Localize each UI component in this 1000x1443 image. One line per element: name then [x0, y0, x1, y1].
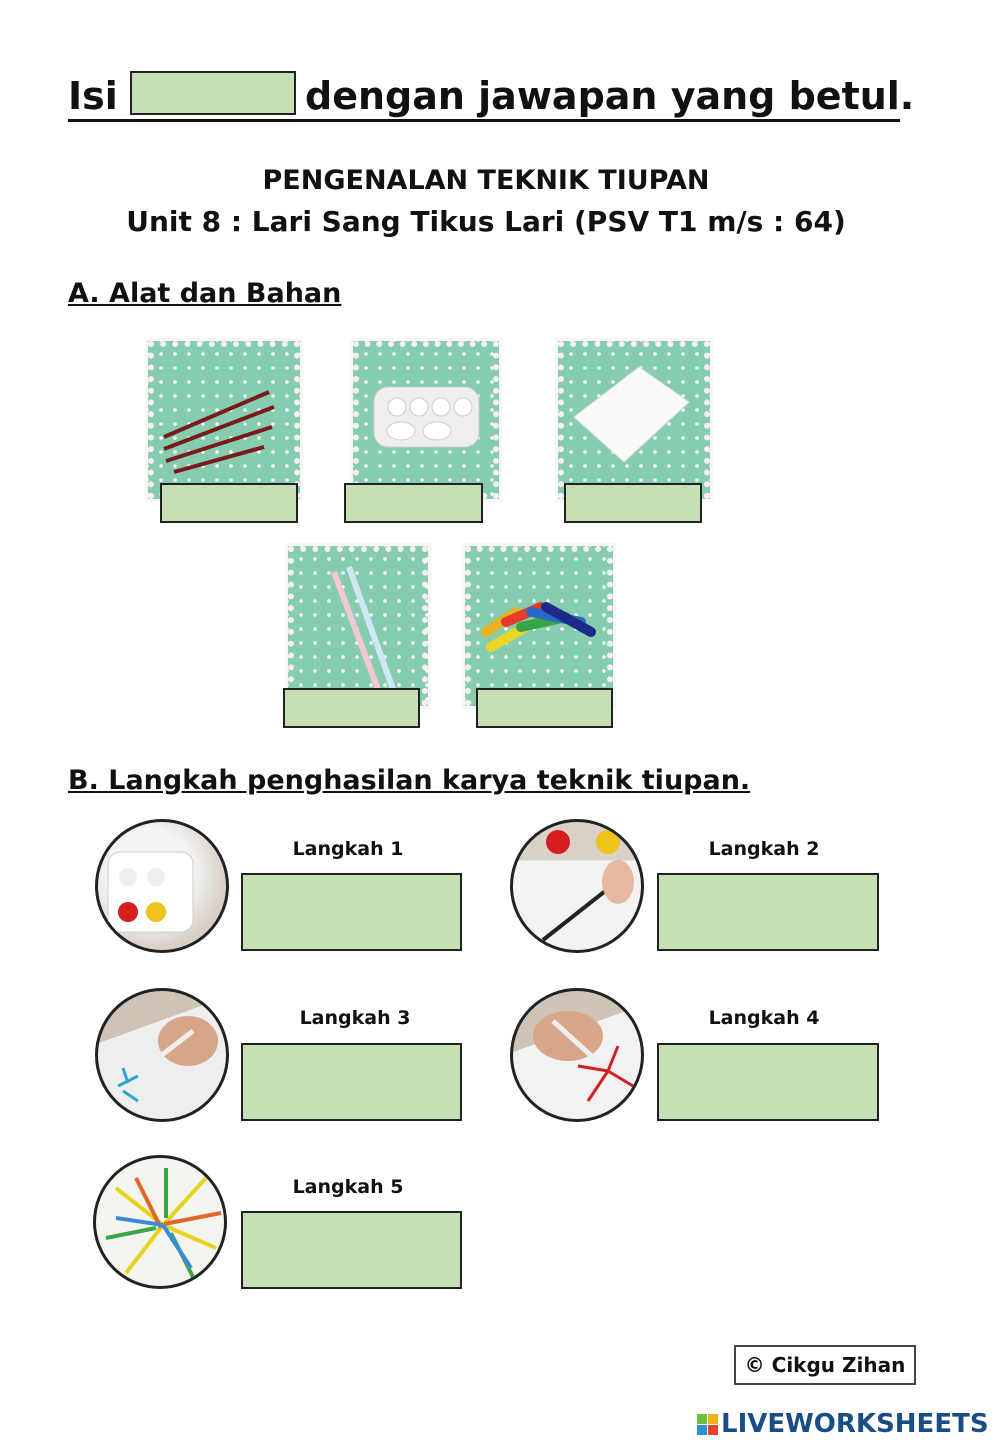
instruction-prefix: Isi	[68, 74, 118, 118]
answer-box-straws[interactable]	[283, 688, 420, 728]
step-1-image	[95, 819, 229, 953]
worksheet-heading: PENGENALAN TEKNIK TIUPAN	[262, 165, 710, 196]
step-5-image	[93, 1155, 227, 1289]
paints-image	[465, 546, 613, 706]
straws-image	[288, 546, 428, 706]
step-1-label: Langkah 1	[292, 838, 404, 860]
answer-box-step-3[interactable]	[241, 1043, 462, 1121]
answer-box-step-2[interactable]	[657, 873, 879, 951]
instruction-suffix: dengan jawapan yang betul.	[305, 74, 915, 118]
logo-text: LIVEWORKSHEETS	[721, 1409, 989, 1439]
answer-box-palette[interactable]	[344, 483, 483, 523]
section-a-title: A. Alat dan Bahan	[68, 278, 342, 309]
step-2-label: Langkah 2	[708, 838, 820, 860]
step-4-label: Langkah 4	[708, 1007, 820, 1029]
palette-image	[353, 341, 499, 499]
logo-badge-icon	[697, 1414, 718, 1435]
step-2-image	[510, 819, 644, 953]
copyright-box: © Cikgu Zihan	[734, 1345, 916, 1385]
instruction-example-box[interactable]	[130, 71, 296, 115]
step-4-image	[510, 988, 644, 1122]
answer-box-step-4[interactable]	[657, 1043, 879, 1121]
answer-box-step-5[interactable]	[241, 1211, 462, 1289]
paper-image	[558, 341, 710, 499]
section-b-title: B. Langkah penghasilan karya teknik tiupan.	[68, 765, 751, 796]
answer-box-step-1[interactable]	[241, 873, 462, 951]
step-5-label: Langkah 5	[292, 1176, 404, 1198]
brushes-image	[148, 341, 300, 499]
worksheet-subheading: Unit 8 : Lari Sang Tikus Lari (PSV T1 m/s : 64)	[126, 205, 846, 238]
answer-box-paper[interactable]	[564, 483, 702, 523]
step-3-image	[95, 988, 229, 1122]
title-underline	[68, 119, 900, 122]
answer-box-paints[interactable]	[476, 688, 613, 728]
liveworksheets-logo[interactable]	[697, 1409, 989, 1439]
step-3-label: Langkah 3	[299, 1007, 411, 1029]
answer-box-brushes[interactable]	[160, 483, 298, 523]
